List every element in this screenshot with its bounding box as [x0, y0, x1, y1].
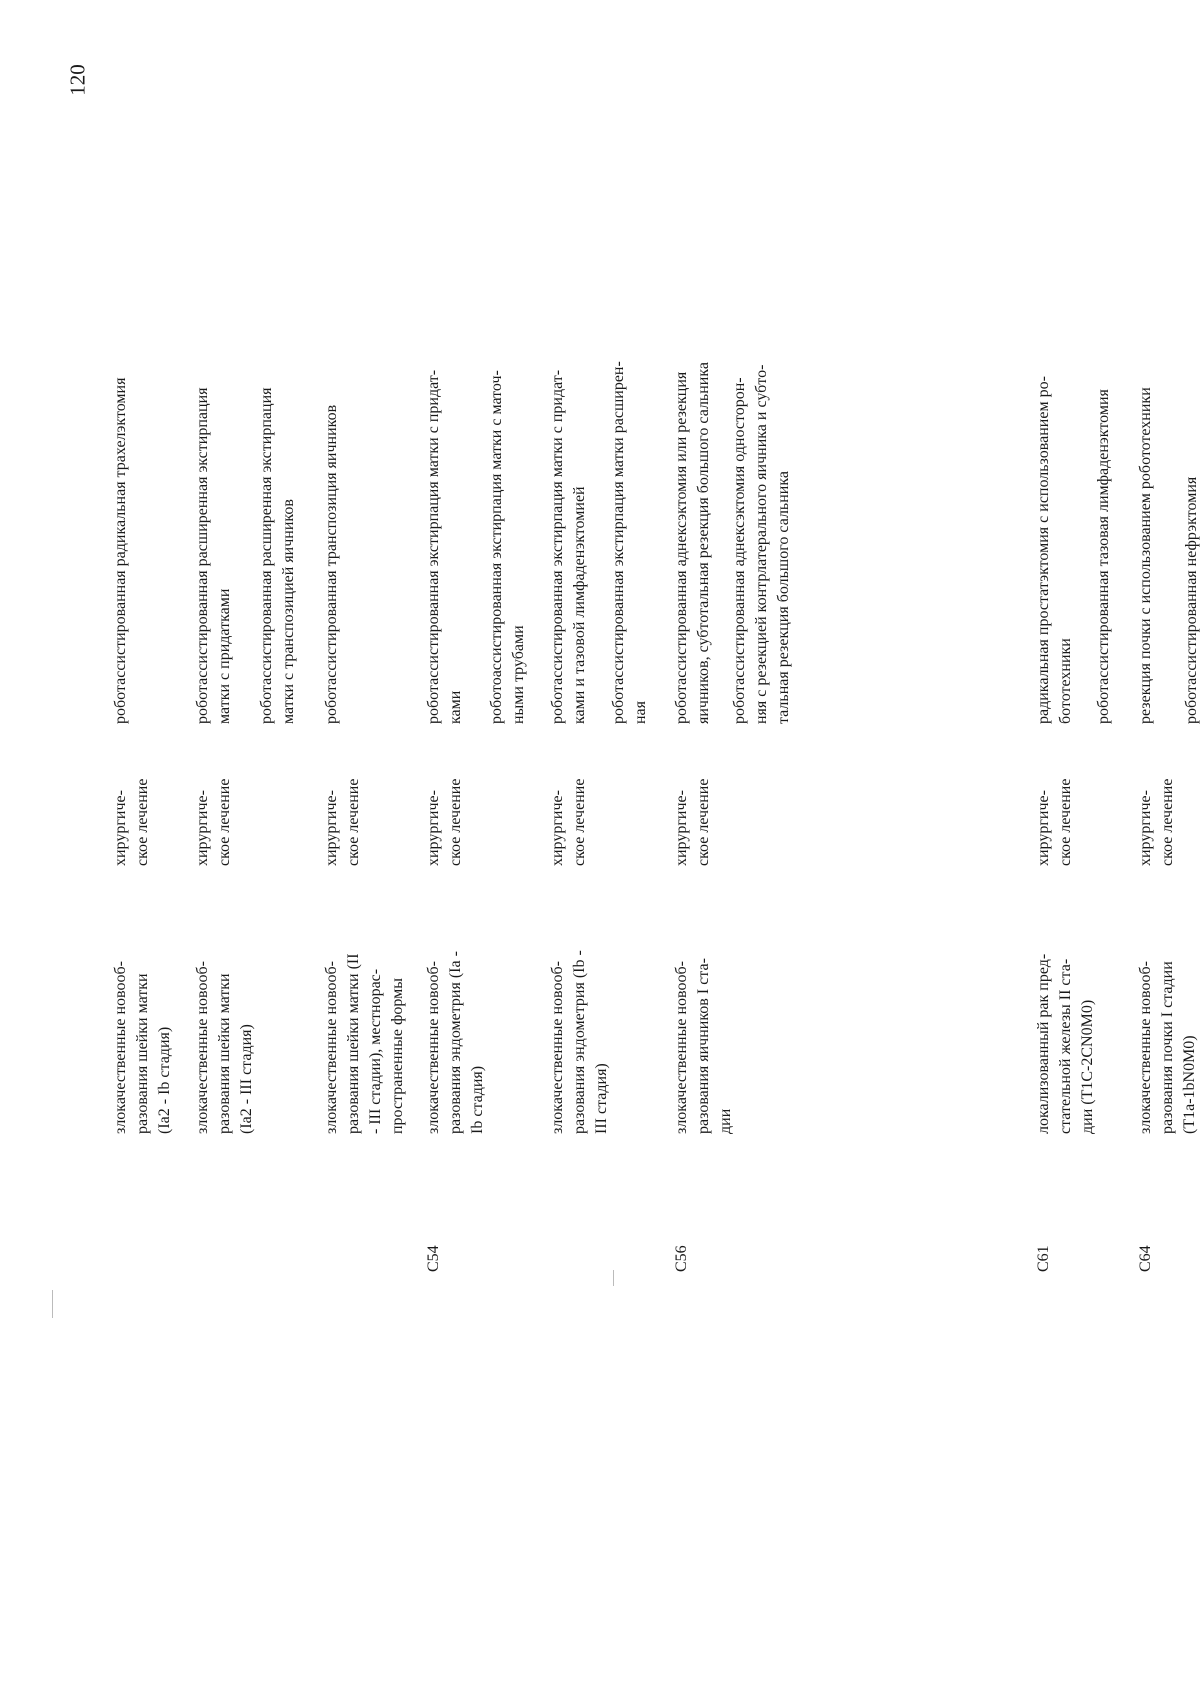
- diagnosis-line: разования почки I стадии: [1159, 961, 1176, 1134]
- diagnosis-line: Ib стадия): [469, 1065, 486, 1134]
- treatment-method: [729, 212, 795, 724]
- icd-code: C56: [673, 1245, 690, 1272]
- diagnosis-line: злокачественные новооб-: [549, 961, 566, 1134]
- diagnosis-cell: [423, 879, 489, 1134]
- diagnosis-line: - III стадии), местнорас-: [367, 968, 384, 1134]
- treatment-method-line: ками и тазовой лимфаденэктомией: [571, 486, 588, 724]
- diagnosis-line: злокачественные новооб-: [425, 961, 442, 1134]
- treatment-type-line: ское лечение: [345, 778, 362, 866]
- diagnosis-cell: [547, 879, 613, 1134]
- treatment-method-line: роботассистированная аднексэктомия односторон-: [731, 377, 748, 724]
- treatment-table: [110, 212, 830, 1272]
- diagnosis-line: злокачественные новооб-: [673, 961, 690, 1134]
- treatment-type-cell: [671, 742, 715, 866]
- treatment-method: [671, 212, 715, 724]
- treatment-type-cell: [1135, 742, 1179, 866]
- treatment-method: [321, 212, 343, 724]
- treatment-method-line: роботассистированная нефрэктомия: [1183, 476, 1200, 724]
- treatment-method-line: роботассистированная радикальная трахелэктомия: [112, 377, 129, 724]
- diagnosis-line: злокачественные новооб-: [112, 961, 129, 1134]
- diagnosis-line: (T1a-1bN0M0): [1181, 1035, 1198, 1134]
- treatment-method-line: няя с резекцией контрлатерального яичника и субто-: [753, 364, 770, 724]
- diagnosis-line: злокачественные новооб-: [194, 961, 211, 1134]
- treatment-method: [1033, 212, 1077, 724]
- diagnosis-line: пространенные формы: [389, 978, 406, 1134]
- treatment-method-line: ная: [632, 700, 649, 724]
- treatment-method-line: роботассистированная расширенная экстирпация: [258, 387, 275, 724]
- treatment-type-line: ское лечение: [134, 778, 151, 866]
- treatment-method-line: роботассистированная экстирпация матки расширен-: [610, 361, 627, 724]
- treatment-method-line: роботассистированная расширенная экстирпация: [194, 387, 211, 724]
- scan-mark: [613, 1270, 614, 1286]
- diagnosis-line: злокачественные новооб-: [323, 961, 340, 1134]
- treatment-method-line: бототехники: [1057, 638, 1074, 724]
- diagnosis-line: (Ia2 - Ib стадия): [156, 1026, 173, 1134]
- treatment-method: [547, 212, 591, 724]
- diagnosis-cell: [321, 879, 409, 1134]
- diagnosis-cell: [1033, 879, 1099, 1134]
- treatment-method: [1135, 212, 1157, 724]
- scan-mark: [52, 1290, 53, 1318]
- treatment-type-line: хирургиче-: [549, 790, 566, 866]
- diagnosis-line: (Ia2 - III стадия): [238, 1024, 255, 1134]
- diagnosis-line: разования эндометрия (Ia -: [447, 951, 464, 1134]
- treatment-type-line: хирургиче-: [194, 790, 211, 866]
- treatment-type-cell: [321, 742, 365, 866]
- icd-code: C54: [425, 1245, 442, 1272]
- treatment-method: [608, 212, 652, 724]
- treatment-table-continued: [1033, 212, 1200, 1272]
- icd-code: C61: [1035, 1245, 1052, 1272]
- treatment-method: [1181, 212, 1200, 724]
- treatment-method-line: матки с транспозицией яичников: [280, 499, 297, 724]
- diagnosis-line: разования шейки матки: [216, 973, 233, 1134]
- treatment-type-line: ское лечение: [1057, 778, 1074, 866]
- treatment-type-line: ское лечение: [695, 778, 712, 866]
- treatment-type-line: хирургиче-: [1137, 790, 1154, 866]
- treatment-method-line: роботассистированная транспозиция яичников: [323, 404, 340, 724]
- treatment-method-line: радикальная простатэктомия с использованием ро-: [1035, 376, 1052, 724]
- treatment-method-line: резекция почки с использованием робототехники: [1137, 387, 1154, 724]
- treatment-type-cell: [423, 742, 467, 866]
- diagnosis-line: локализованный рак пред-: [1035, 953, 1052, 1134]
- diagnosis-line: стательной железы II ста-: [1057, 958, 1074, 1134]
- treatment-method: [110, 212, 132, 724]
- diagnosis-cell: [671, 879, 737, 1134]
- treatment-type-cell: [192, 742, 236, 866]
- treatment-method-line: яичников, субтотальная резекция большого сальника: [695, 362, 712, 724]
- treatment-type-line: хирургиче-: [1035, 790, 1052, 866]
- diagnosis-line: дии: [717, 1108, 734, 1134]
- diagnosis-line: дии (T1C-2CN0M0): [1079, 999, 1096, 1134]
- treatment-method: [486, 212, 530, 724]
- icd-code: C64: [1137, 1245, 1154, 1272]
- treatment-method-line: роботассистированная аднексэктомия или резекция: [673, 371, 690, 724]
- treatment-method-line: роботоассистированная экстирпация матки с маточ-: [488, 370, 505, 724]
- treatment-type-cell: [110, 742, 154, 866]
- treatment-type-line: хирургиче-: [112, 790, 129, 866]
- diagnosis-cell: [110, 879, 176, 1134]
- treatment-method-line: матки с придатками: [216, 588, 233, 724]
- treatment-type-cell: [1033, 742, 1077, 866]
- diagnosis-line: разования эндометрия (Ib -: [571, 950, 588, 1134]
- diagnosis-line: злокачественные новооб-: [1137, 961, 1154, 1134]
- treatment-type-line: хирургиче-: [425, 790, 442, 866]
- treatment-method-line: роботассистированная экстирпация матки с придат-: [425, 369, 442, 724]
- treatment-type-line: ское лечение: [1159, 778, 1176, 866]
- diagnosis-line: III стадия): [593, 1063, 610, 1134]
- diagnosis-cell: [192, 879, 258, 1134]
- treatment-type-cell: [547, 742, 591, 866]
- treatment-method-line: роботассистированная экстирпация матки с придат-: [549, 369, 566, 724]
- treatment-method-line: тальная резекция большого сальника: [775, 471, 792, 724]
- treatment-type-line: хирургиче-: [323, 790, 340, 866]
- diagnosis-line: разования яичников I ста-: [695, 958, 712, 1134]
- diagnosis-line: разования шейки матки (II: [345, 953, 362, 1134]
- treatment-type-line: ское лечение: [216, 778, 233, 866]
- treatment-method: [423, 212, 467, 724]
- treatment-method: [192, 212, 236, 724]
- treatment-method: [1093, 212, 1115, 724]
- treatment-type-line: ское лечение: [447, 778, 464, 866]
- treatment-type-line: хирургиче-: [673, 790, 690, 866]
- treatment-method-line: роботассистированная тазовая лимфаденэктомия: [1095, 389, 1112, 724]
- treatment-type-line: ское лечение: [571, 778, 588, 866]
- diagnosis-line: разования шейки матки: [134, 973, 151, 1134]
- treatment-method-line: ками: [447, 690, 464, 724]
- diagnosis-cell: [1135, 879, 1200, 1134]
- treatment-method: [256, 212, 300, 724]
- page-number: 120: [65, 64, 90, 96]
- treatment-method-line: ными трубами: [510, 625, 527, 724]
